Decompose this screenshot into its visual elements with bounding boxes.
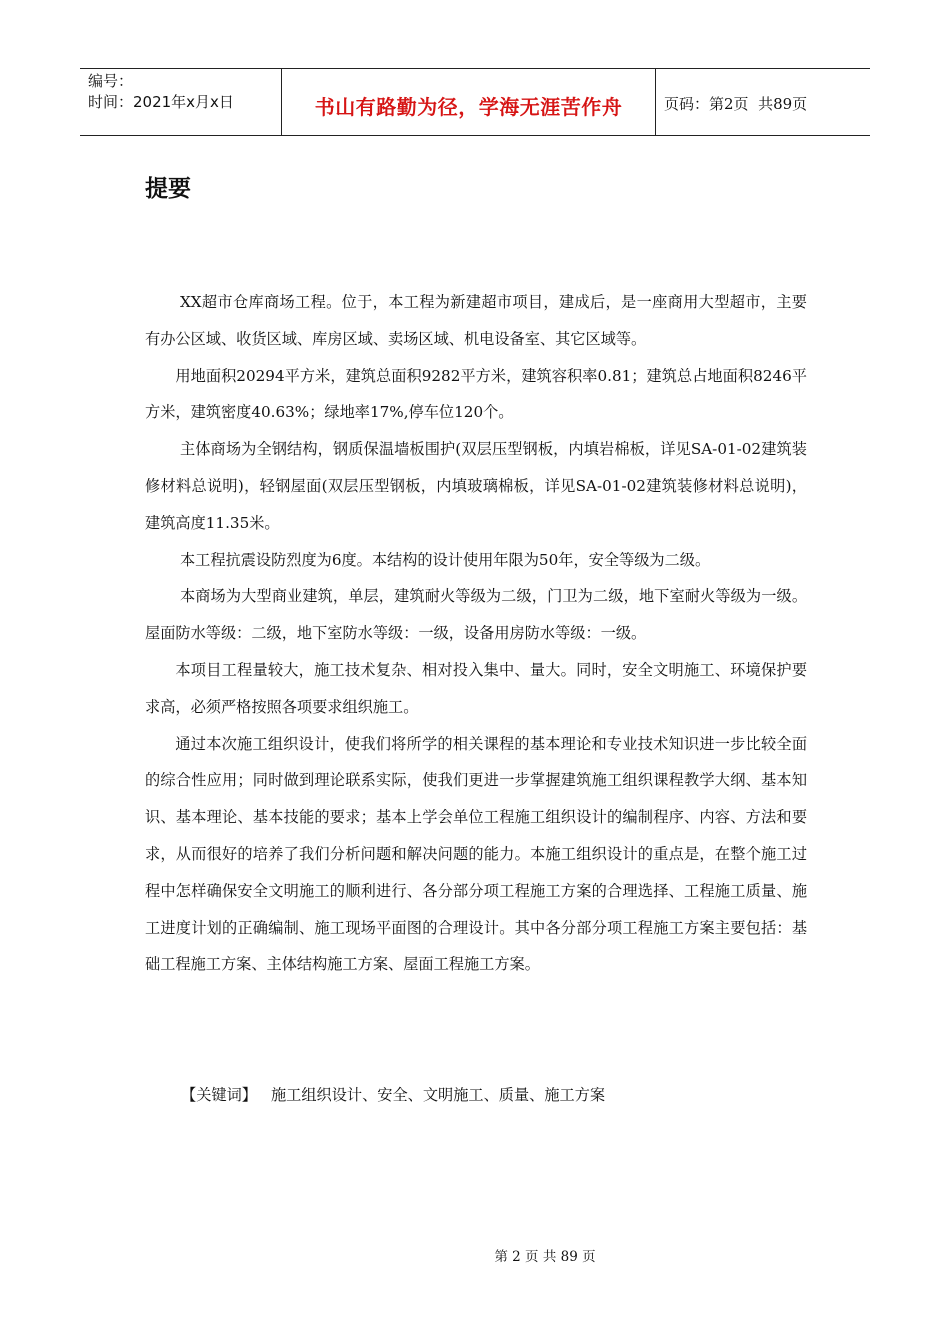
- page-title: 提要: [145, 176, 191, 202]
- abstract-body: [145, 284, 807, 983]
- header-page-label: 页码：第2页 共89页: [664, 94, 808, 113]
- keywords-line: [181, 1083, 605, 1107]
- keywords-text: 施工组织设计、安全、文明施工、质量、施工方案: [270, 1086, 606, 1104]
- keywords-label: 【关键词】: [181, 1086, 257, 1104]
- paragraph: 本项目工程量较大，施工技术复杂、相对投入集中、量大。同时，安全文明施工、环境保护要求高，必须严格按照各项要求组织施工。: [145, 660, 807, 716]
- document-date: 时间：2021年x月x日: [88, 93, 234, 111]
- paragraph: 通过本次施工组织设计，使我们将所学的相关课程的基本理论和专业技术知识进一步比较全面的综合性应用；同时做到理论联系实际，使我们更进一步掌握建筑施工组织课程教学大纲、基本知识、基本理论、基本技能的要求；基本上学会单位工程施工组织设计的编制程序、内容、方法和要求，从而很好的培养了我们分析问题和解决问题的能力。本施工组织设计的重点是，在整个施工过程中怎样确保安全文明施工的顺利进行、各分部分项工程施工方案的合理选择、工程施工质量、施工进度计划的正确编制、施工现场平面图的合理设计。其中各分部分项工程施工方案主要包括：基础工程施工方案、主体结构施工方案、屋面工程施工方案。: [145, 734, 807, 974]
- header-meta: [80, 69, 282, 135]
- paragraph: 主体商场为全钢结构，钢质保温墙板围护(双层压型钢板，内填岩棉板，详见SA-01-02建筑装修材料总说明)，轻钢屋面(双层压型钢板，内填玻璃棉板，详见SA-01-02建筑装修材料总说明)，建筑高度11.35米。: [145, 440, 807, 532]
- page-footer: 第 2 页 共 89 页: [494, 1249, 596, 1265]
- paragraph: 用地面积20294平方米，建筑总面积9282平方米，建筑容积率0.81；建筑总占地面积8246平方米，建筑密度40.63%；绿地率17%,停车位120个。: [145, 366, 807, 422]
- page-header: [80, 68, 870, 136]
- paragraph: XX超市仓库商场工程。位于，本工程为新建超市项目，建成后，是一座商用大型超市，主要有办公区域、收货区域、库房区域、卖场区域、机电设备室、其它区域等。: [145, 293, 807, 348]
- header-motto: 书山有路勤为径，学海无涯苦作舟: [282, 69, 656, 135]
- paragraph: 本商场为大型商业建筑，单层，建筑耐火等级为二级，门卫为二级，地下室耐火等级为一级。屋面防水等级：二级，地下室防水等级：一级，设备用房防水等级：一级。: [145, 587, 807, 643]
- header-page-info: [656, 69, 870, 135]
- document-number-label: 编号：: [88, 72, 134, 90]
- paragraph: 本工程抗震设防烈度为6度。本结构的设计使用年限为50年，安全等级为二级。: [179, 550, 711, 569]
